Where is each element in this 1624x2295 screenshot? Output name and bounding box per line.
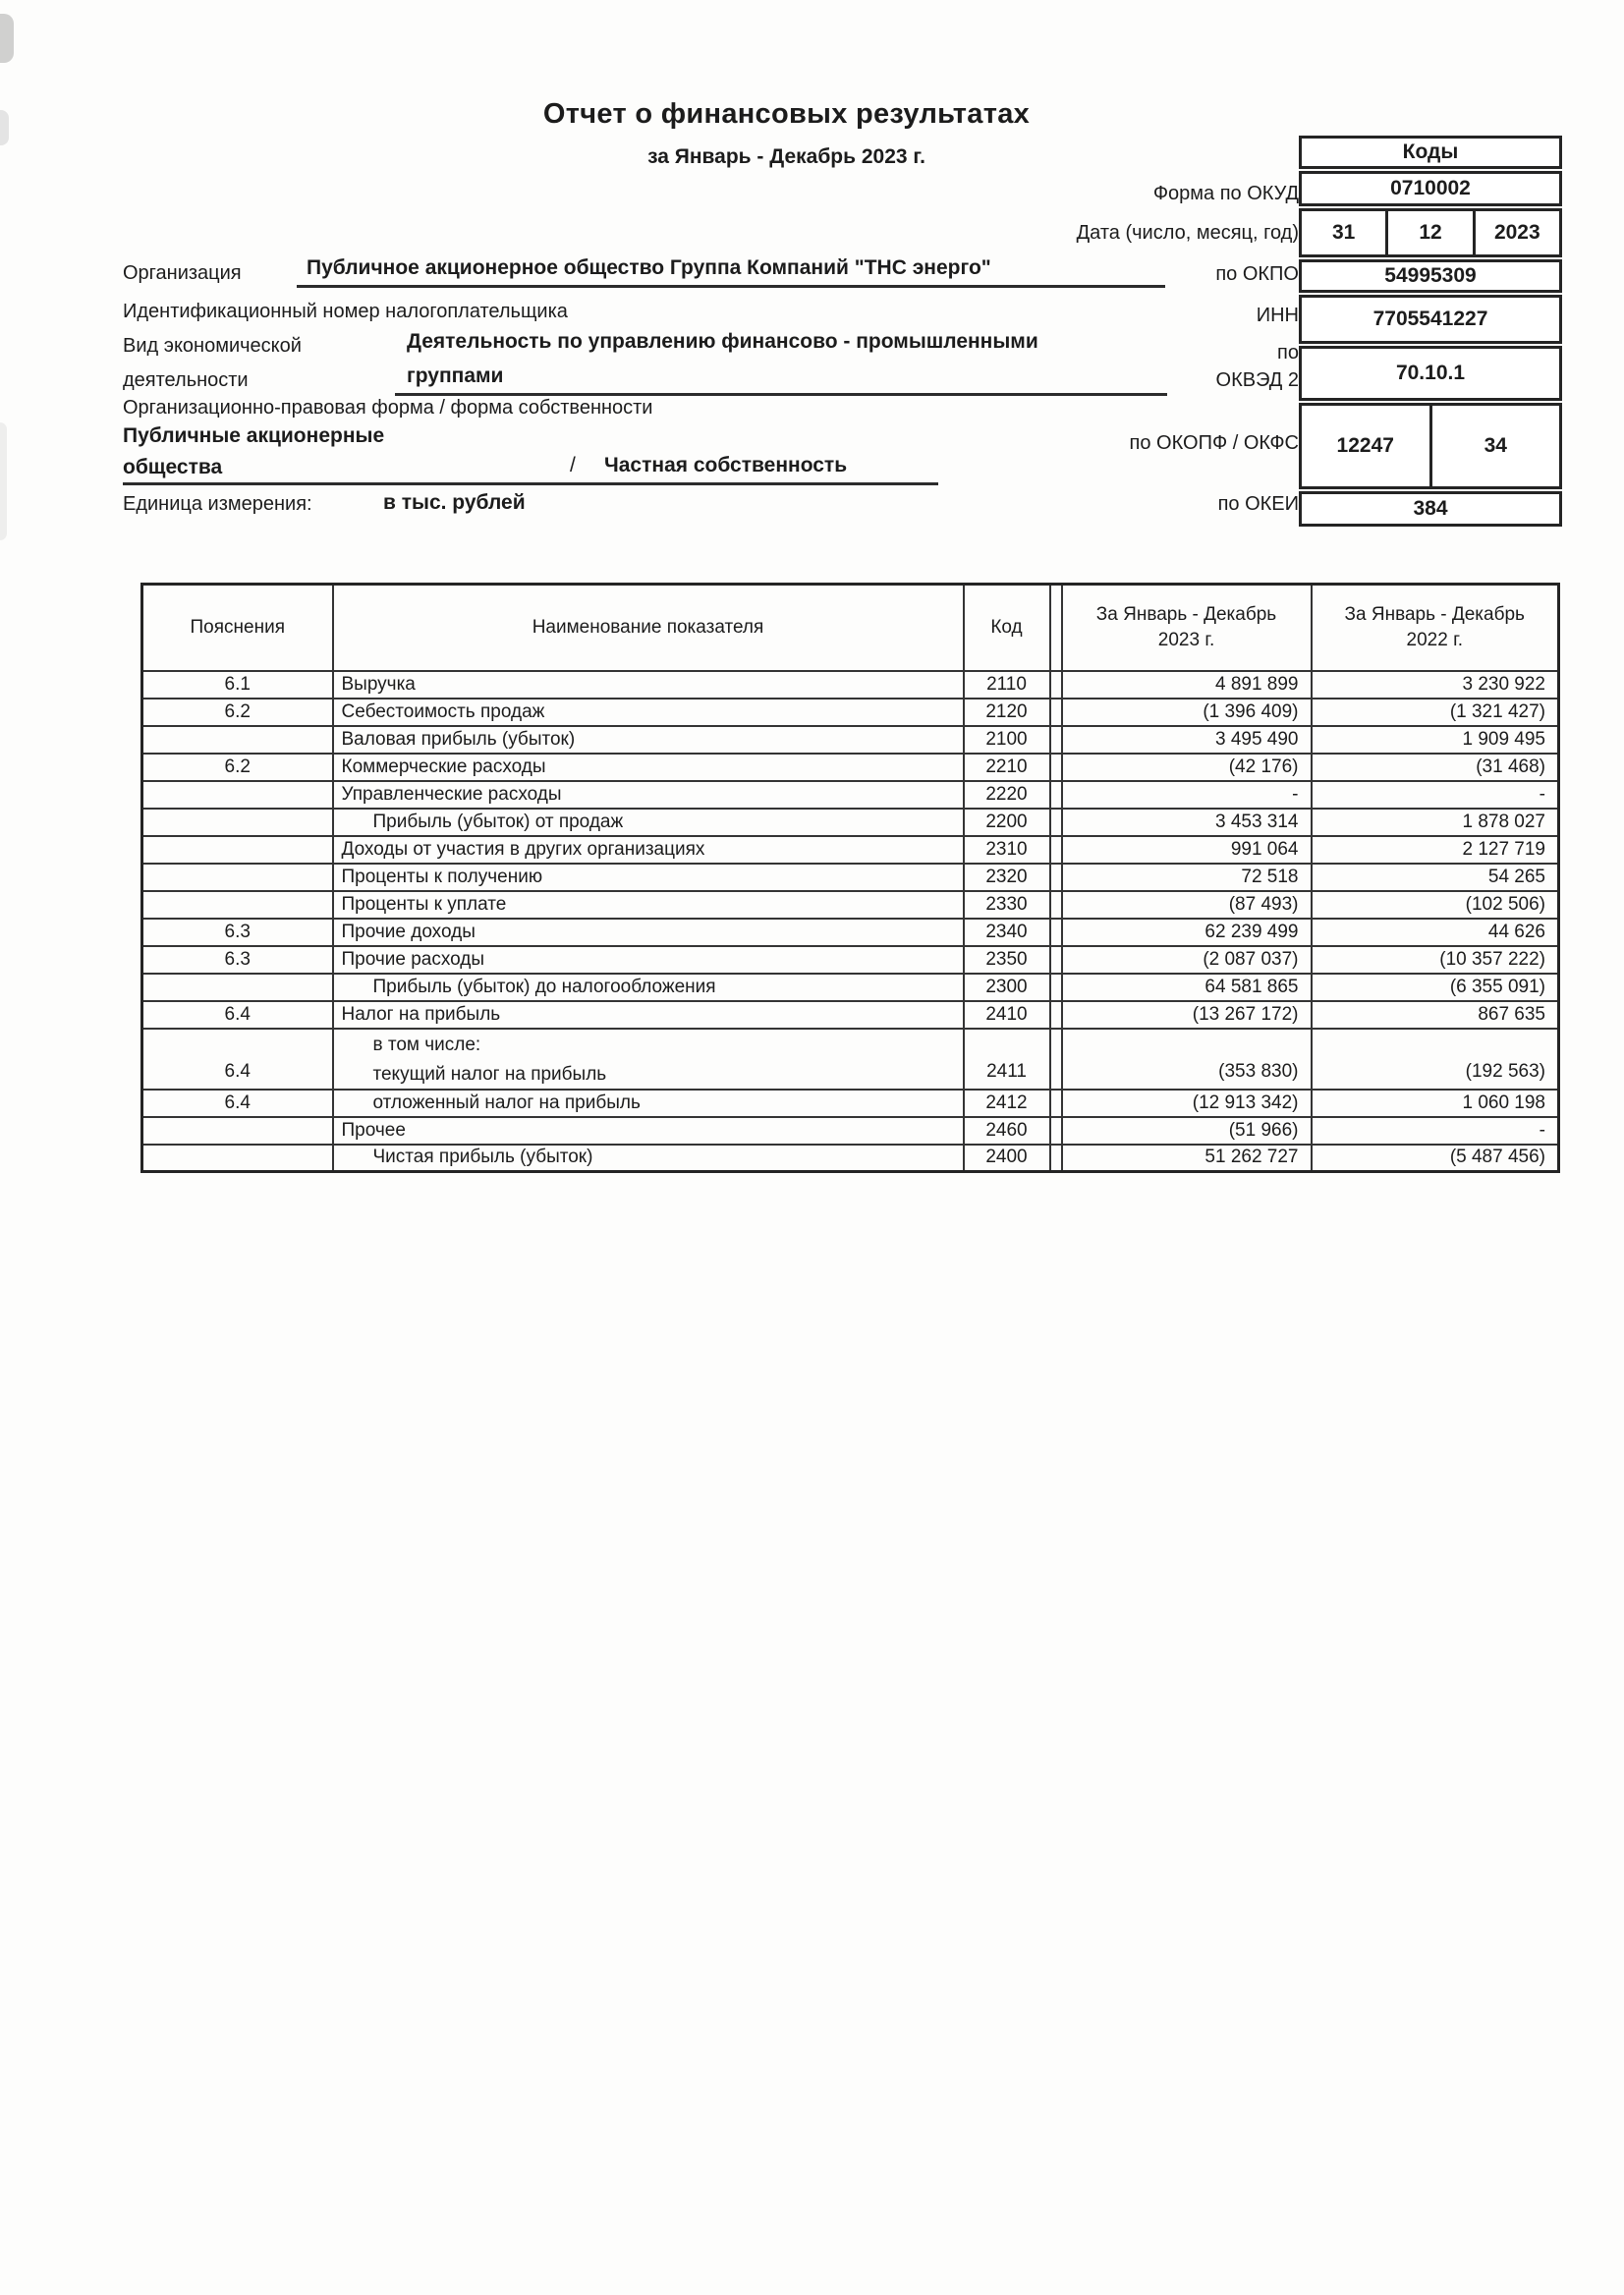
gap-cell [1050,919,1062,946]
indicator-name: Прочие доходы [341,921,476,942]
value-2022-cell: 44 626 [1312,919,1559,946]
okopf-code: 12247 [1336,434,1394,457]
col-header-2023 [1062,585,1312,671]
scan-artifact [0,422,7,540]
indicator-name: Доходы от участия в других организациях [341,838,705,860]
document-title: Отчет о финансовых результатах [542,98,1031,130]
explanation-cell: 6.2 [142,754,333,781]
explanation-cell: 6.2 [142,699,333,726]
value-2023-cell: 991 064 [1062,836,1312,864]
value-2023-cell: 72 518 [1062,864,1312,891]
value-2022-cell: 1 909 495 [1312,726,1559,754]
value-2022-cell: (5 487 456) [1312,1145,1559,1172]
document-subtitle: за Январь - Декабрь 2023 г. [647,145,925,168]
indicator-cell [333,809,964,836]
indicator-name: Прибыль (убыток) от продаж [372,811,624,832]
explanation-cell: 6.4 [142,1029,333,1090]
gap-cell [1050,699,1062,726]
form-slash: / [570,454,576,476]
indicator-cell [333,891,964,919]
indicator-name: Прибыль (убыток) до налогообложения [372,976,716,997]
okei-code: 384 [1299,491,1562,527]
value-2023-cell: (1 396 409) [1062,699,1312,726]
indicator-cell [333,754,964,781]
value-2023-cell: 3 495 490 [1062,726,1312,754]
gap-cell [1050,671,1062,699]
indicator-cell [333,1117,964,1145]
table-row [142,1117,1559,1145]
indicator-name: Налог на прибыль [341,1003,501,1025]
value-2022-cell: (192 563) [1312,1029,1559,1090]
results-table [140,583,1560,1173]
table-row [142,1145,1559,1172]
table-row [142,1029,1559,1090]
gap-cell [1050,1001,1062,1029]
indicator-name: Прочие расходы [341,948,485,970]
explanation-cell [142,974,333,1001]
code-cell: 2340 [964,919,1050,946]
indicator-name: отложенный налог на прибыль [372,1092,641,1113]
scan-artifact [0,14,14,63]
value-2023-cell: (12 913 342) [1062,1090,1312,1117]
explanation-cell [142,1117,333,1145]
fill-in-line [123,482,938,485]
table-row [142,726,1559,754]
value-2023-cell: 3 453 314 [1062,809,1312,836]
indicator-name: Коммерческие расходы [341,756,546,777]
explanation-cell [142,836,333,864]
indicator-name: Выручка [341,673,416,695]
explanation-cell [142,864,333,891]
value-2022-cell: 1 060 198 [1312,1090,1559,1117]
table-row [142,946,1559,974]
indicator-name: Проценты к уплате [341,893,507,915]
table-row [142,864,1559,891]
explanation-cell: 6.4 [142,1090,333,1117]
code-cell: 2412 [964,1090,1050,1117]
value-2023-cell: 64 581 865 [1062,974,1312,1001]
okud-form-label: Форма по ОКУД [1152,183,1299,204]
okpo-label: по ОКПО [1215,263,1299,285]
code-cell: 2460 [964,1117,1050,1145]
activity-label-line2: деятельности [123,369,249,391]
value-2022-cell: 2 127 719 [1312,836,1559,864]
col-header-explanations: Пояснения [142,585,333,671]
table-row [142,699,1559,726]
activity-value-line2: группами [395,364,1167,396]
value-2022-cell: - [1312,1117,1559,1145]
col-header-gap [1050,585,1062,671]
okpo-code: 54995309 [1299,259,1562,293]
okopf-okfs-label: по ОКОПФ / ОКФС [1129,432,1299,454]
code-cell: 2330 [964,891,1050,919]
organization-label: Организация [123,262,242,284]
value-2023-cell: 51 262 727 [1062,1145,1312,1172]
table-row [142,836,1559,864]
indicator-cell [333,699,964,726]
code-cell: 2100 [964,726,1050,754]
explanation-cell [142,726,333,754]
value-2022-cell: - [1312,781,1559,809]
indicator-name: Валовая прибыль (убыток) [341,728,576,750]
date-code-row [1299,208,1562,257]
table-row [142,781,1559,809]
gap-cell [1050,754,1062,781]
indicator-cell [333,781,964,809]
indicator-name: Прочее [341,1119,406,1141]
value-2022-cell: 1 878 027 [1312,809,1559,836]
code-cell: 2400 [964,1145,1050,1172]
value-2022-cell: (1 321 427) [1312,699,1559,726]
value-2023-cell: (2 087 037) [1062,946,1312,974]
inn-label: ИНН [1256,305,1299,326]
explanation-cell: 6.3 [142,946,333,974]
code-cell: 2120 [964,699,1050,726]
col-header-2022-line1: За Январь - Декабрь [1344,603,1525,625]
value-2022-cell: (10 357 222) [1312,946,1559,974]
gap-cell [1050,726,1062,754]
legal-form-label: Организационно-правовая форма / форма собственности [123,397,653,419]
code-cell: 2210 [964,754,1050,781]
okud-code: 0710002 [1299,171,1562,206]
gap-cell [1050,809,1062,836]
value-2023-cell: (353 830) [1062,1029,1312,1090]
gap-cell [1050,946,1062,974]
code-cell: 2110 [964,671,1050,699]
indicator-cell [333,919,964,946]
explanation-cell [142,781,333,809]
okopf-okfs-code-row [1299,403,1562,489]
unit-label: Единица измерения: [123,493,312,515]
date-year: 2023 [1473,211,1559,254]
value-2022-cell: 3 230 922 [1312,671,1559,699]
explanation-cell: 6.4 [142,1001,333,1029]
gap-cell [1050,1090,1062,1117]
okei-label: по ОКЕИ [1217,493,1299,515]
explanation-cell [142,891,333,919]
table-row [142,891,1559,919]
organization-value: Публичное акционерное общество Группа Компаний "ТНС энерго" [297,256,1165,288]
indicator-cell [333,671,964,699]
code-cell: 2410 [964,1001,1050,1029]
value-2022-cell: (31 468) [1312,754,1559,781]
value-2023-cell: 62 239 499 [1062,919,1312,946]
date-day: 31 [1331,221,1356,244]
gap-cell [1050,781,1062,809]
indicator-name: Чистая прибыль (убыток) [372,1147,593,1168]
indicator-cell [333,1145,964,1172]
code-cell: 2350 [964,946,1050,974]
code-cell: 2200 [964,809,1050,836]
scan-artifact [0,110,9,145]
okved-code: 70.10.1 [1299,346,1562,401]
code-cell: 2310 [964,836,1050,864]
table-header-row [142,585,1559,671]
indicator-cell [333,1001,964,1029]
value-2022-cell: 54 265 [1312,864,1559,891]
indicator-cell [333,726,964,754]
indicator-cell [333,864,964,891]
indicator-cell [333,974,964,1001]
legal-form-value-line2: общества [123,456,223,478]
explanation-cell: 6.3 [142,919,333,946]
gap-cell [1050,974,1062,1001]
code-cell: 2411 [964,1029,1050,1090]
gap-cell [1050,891,1062,919]
col-header-code: Код [964,585,1050,671]
okved-label-line2: ОКВЭД 2 [1215,369,1299,391]
activity-label-line1: Вид экономической [123,335,302,357]
codes-box [1299,136,1562,527]
table-row [142,1090,1559,1117]
unit-value: в тыс. рублей [383,491,526,514]
inn-code: 7705541227 [1299,295,1562,344]
table-row [142,919,1559,946]
indicator-cell [333,1090,964,1117]
col-header-2023-line1: За Январь - Декабрь [1095,603,1277,625]
code-cell: 2300 [964,974,1050,1001]
gap-cell [1050,864,1062,891]
date-month: 12 [1385,211,1472,254]
table-row [142,754,1559,781]
codes-header: Коды [1299,136,1562,169]
table-row [142,809,1559,836]
indicator-cell [333,836,964,864]
gap-cell [1050,1029,1062,1090]
gap-cell [1050,836,1062,864]
okved-label-line1: по [1277,342,1299,364]
table-row [142,671,1559,699]
col-header-2023-line2: 2023 г. [1157,629,1215,650]
value-2023-cell: (87 493) [1062,891,1312,919]
value-2023-cell: 4 891 899 [1062,671,1312,699]
value-2022-cell: (102 506) [1312,891,1559,919]
code-cell: 2220 [964,781,1050,809]
code-cell: 2320 [964,864,1050,891]
gap-cell [1050,1145,1062,1172]
explanation-cell [142,809,333,836]
col-header-2022 [1312,585,1559,671]
table-row [142,1001,1559,1029]
activity-value-line1: Деятельность по управлению финансово - промышленными [407,330,1038,353]
value-2023-cell: (13 267 172) [1062,1001,1312,1029]
col-header-2022-line2: 2022 г. [1406,629,1463,650]
value-2023-cell: (42 176) [1062,754,1312,781]
value-2023-cell: (51 966) [1062,1117,1312,1145]
taxpayer-id-label: Идентификационный номер налогоплательщика [123,301,568,322]
okfs-code: 34 [1429,406,1560,486]
explanation-cell: 6.1 [142,671,333,699]
table-row [142,974,1559,1001]
value-2023-cell: - [1062,781,1312,809]
explanation-cell [142,1145,333,1172]
indicator-name: Себестоимость продаж [341,700,545,722]
ownership-value: Частная собственность [604,454,848,476]
indicator-name: Управленческие расходы [341,783,562,805]
value-2022-cell: 867 635 [1312,1001,1559,1029]
indicator-name: Проценты к получению [341,866,543,887]
indicator-cell [333,1029,964,1090]
indicator-cell [333,946,964,974]
indicator-prefix: в том числе: [372,1034,481,1055]
col-header-indicator: Наименование показателя [333,585,964,671]
gap-cell [1050,1117,1062,1145]
legal-form-value-line1: Публичные акционерные [123,424,385,447]
results-table-body [142,671,1559,1172]
indicator-name: текущий налог на прибыль [372,1063,607,1085]
value-2022-cell: (6 355 091) [1312,974,1559,1001]
date-label: Дата (число, месяц, год) [1076,222,1299,244]
